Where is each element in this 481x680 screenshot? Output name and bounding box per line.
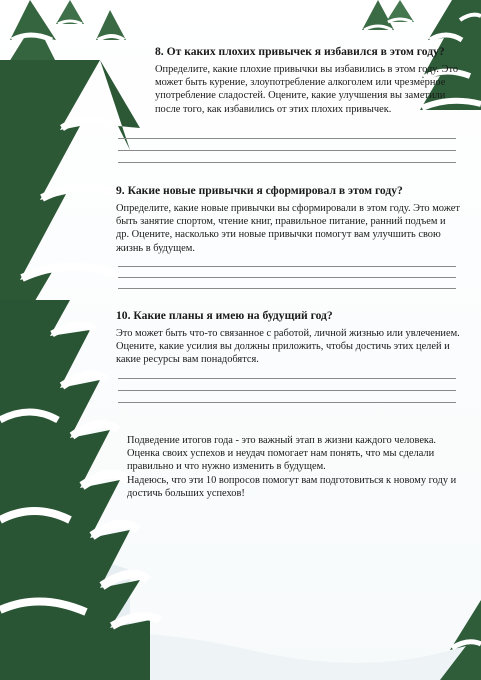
question-title: 8. От каких плохих привычек я избавился в этом году?: [155, 45, 445, 58]
answer-line: [118, 150, 456, 151]
answer-lines[interactable]: [118, 266, 456, 296]
question-section-10: [116, 309, 461, 367]
question-section-8: [155, 45, 460, 116]
summary-block: [127, 434, 457, 500]
answer-line: [118, 378, 456, 379]
answer-lines[interactable]: [118, 378, 456, 408]
question-description: Определите, какие плохие привычки вы избавились в этом году. Это может быть курение, злоупотребление алкоголем или чрезмерное употребление сладостей. Оцените, какие улучшения вы заметили после того, как избавились от этих плохих привычек.: [155, 64, 459, 115]
answer-line: [118, 288, 456, 289]
summary-paragraph: Подведение итогов года - это важный этап в жизни каждого человека. Оценка своих успехов и неудач помогает нам понять, что мы сделали правильно и что нужно изменить в будущем.: [127, 435, 437, 473]
answer-lines[interactable]: [118, 138, 456, 170]
answer-line: [118, 390, 456, 391]
answer-line: [118, 402, 456, 403]
summary-paragraph: Надеюсь, что эти 10 вопросов помогут вам подготовиться к новому году и достичь больших успехов!: [127, 474, 457, 499]
question-title: 10. Какие планы я имею на будущий год?: [116, 309, 333, 322]
question-section-9: [116, 184, 461, 255]
answer-line: [118, 266, 456, 267]
question-title: 9. Какие новые привычки я сформировал в этом году?: [116, 184, 403, 197]
answer-line: [118, 277, 456, 278]
answer-line: [118, 162, 456, 163]
answer-line: [118, 138, 456, 139]
question-description: Это может быть что-то связанное с работой, личной жизнью или увлечением. Оцените, какие усилия вы должны приложить, чтобы достичь этих целей и какие ресурсы вам понадобятся.: [116, 328, 460, 366]
question-description: Определите, какие новые привычки вы сформировали в этом году. Это может быть занятие спортом, чтение книг, правильное питание, ранний подъем и др. Оцените, насколько эти новые привычки помогут вам улучшить свою жизнь в будущем.: [116, 203, 460, 254]
